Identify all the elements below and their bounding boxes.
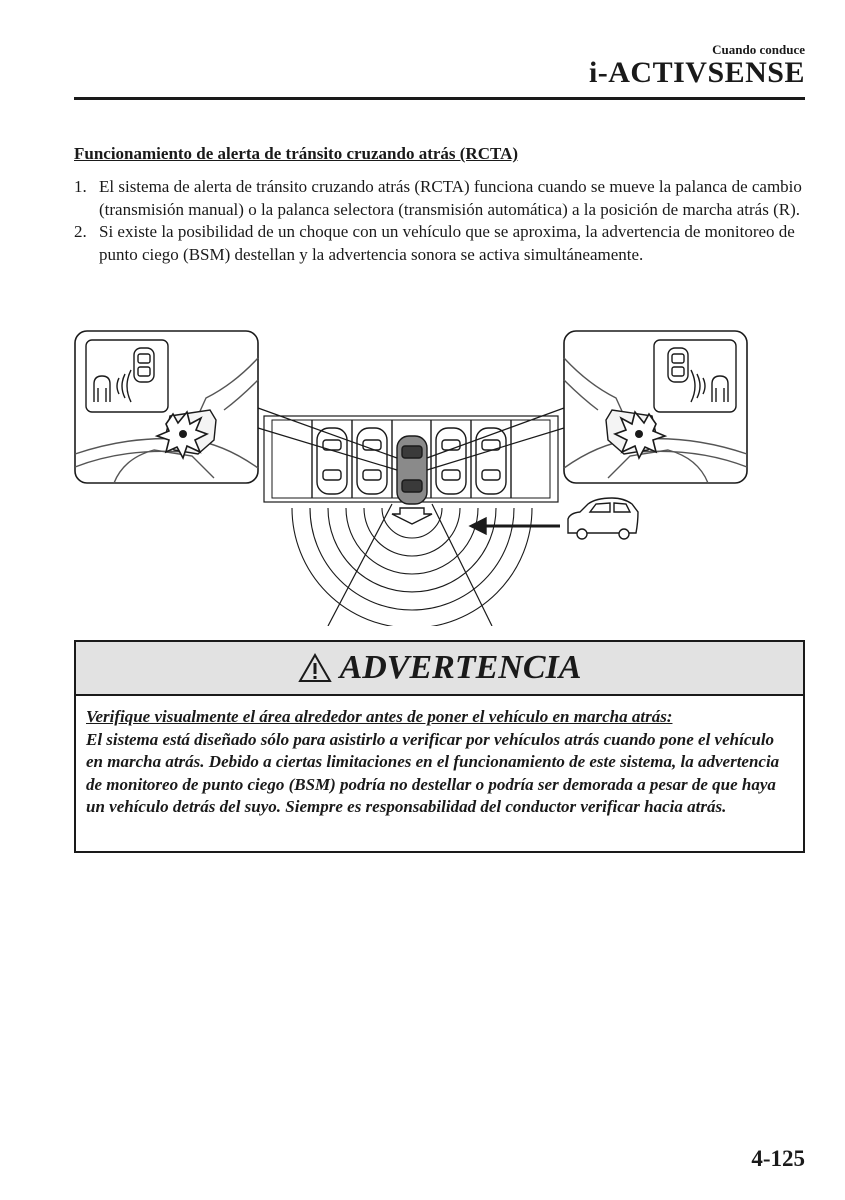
warning-box bbox=[74, 640, 805, 853]
step-item bbox=[74, 221, 804, 266]
parked-car bbox=[436, 428, 466, 494]
arrow-left-icon bbox=[470, 518, 560, 534]
section-title: Funcionamiento de alerta de tránsito cruzando atrás (RCTA) bbox=[74, 144, 519, 163]
warning-header bbox=[76, 642, 803, 696]
page-number: 4-125 bbox=[751, 1146, 805, 1171]
step-text: Si existe la posibilidad de un choque con un vehículo que se aproxima, la advertencia de monitoreo de punto ciego (BSM) destellan y la advertencia sonora se activa simultáneamente. bbox=[99, 222, 795, 264]
page-title: i-ACTIVSENSE bbox=[588, 56, 805, 89]
car-icon bbox=[134, 348, 154, 382]
left-mirror-inset bbox=[75, 331, 258, 483]
step-item bbox=[74, 176, 804, 221]
right-mirror-inset bbox=[564, 331, 747, 483]
warning-triangle-icon bbox=[298, 653, 332, 683]
warning-text: El sistema está diseñado sólo para asistirlo a verificar por vehículos atrás cuando pone el vehículo en marcha atrás. Debido a ciertas limitaciones en el funcionamiento de este sistema, la advertencia de monitoreo de punto ciego (BSM) podría no destellar o podría ser demorada a pesar de que haya un vehículo detrás del suyo. Siempre es responsabilidad del conductor verificar hacia atrás. bbox=[86, 729, 780, 816]
warning-body bbox=[76, 696, 803, 819]
warning-title: ADVERTENCIA bbox=[339, 649, 582, 686]
step-number: 2. bbox=[74, 222, 87, 241]
rcta-illustration bbox=[74, 328, 776, 626]
step-number: 1. bbox=[74, 177, 87, 196]
header-rule bbox=[74, 97, 805, 100]
warning-subtitle: Verifique visualmente el área alrededor antes de poner el vehículo en marcha atrás: bbox=[86, 707, 673, 726]
approaching-car-icon bbox=[568, 498, 638, 539]
reversing-car bbox=[397, 436, 427, 504]
parked-car bbox=[357, 428, 387, 494]
step-text: El sistema de alerta de tránsito cruzando atrás (RCTA) funciona cuando se mueve la palanca de cambio (transmisión manual) o la palanca selectora (transmisión automática) a la posición de marcha atrás (R). bbox=[99, 177, 802, 219]
arrow-down-icon bbox=[392, 508, 432, 524]
car-icon bbox=[668, 348, 688, 382]
steps-list bbox=[74, 176, 804, 266]
header-section-label: Cuando conduce bbox=[712, 42, 805, 57]
